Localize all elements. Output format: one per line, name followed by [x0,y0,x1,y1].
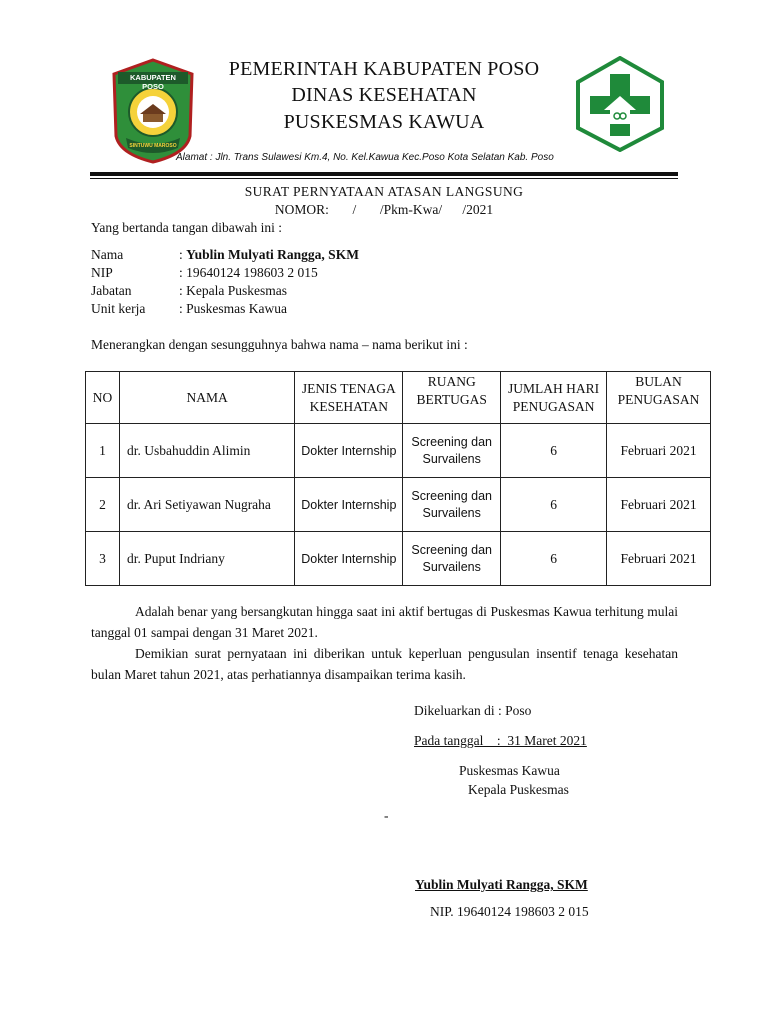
cell-name: dr. Usbahuddin Alimin [119,424,294,478]
signer-organization: Puskesmas Kawua [459,763,560,778]
regency-logo-text-bottom: SINTUWU MAROSO [129,143,177,149]
signer-name: Yublin Mulyati Rangga, SKM [415,877,588,892]
issued-date: Pada tanggal : 31 Maret 2021 [414,733,587,748]
regency-logo [112,58,194,164]
personnel-table [85,371,711,586]
cell-days: 6 [501,478,607,532]
table-header-row [86,372,711,424]
puskesmas-logo [576,56,664,152]
cell-month: Februari 2021 [607,532,711,586]
identity-value: : Kepala Puskesmas [179,283,287,298]
letter-intro: Yang bertanda tangan dibawah ini : [91,220,282,235]
issued-at: Dikeluarkan di : Poso [414,703,532,718]
cell-room: Screening dan Survailens [403,424,501,478]
header-line-2: DINAS KESEHATAN [291,84,477,106]
identity-row-position [91,283,359,301]
identity-value: : 19640124 198603 2 015 [179,265,318,280]
paragraph-closing: Demikian surat pernyataan ini diberikan untuk keperluan pengusulan insentif tenaga kesehatan bulan Maret tahun 2021, atas perhatiannya disampaikan terima kasih. [91,646,678,682]
header-rule-thick [90,172,678,176]
paragraph-active-duty: Adalah benar yang bersangkutan hingga saat ini aktif bertugas di Puskesmas Kawua terhitung mulai tanggal 01 sampai dengan 31 Maret 2021. [91,604,678,640]
cell-type: Dokter Internship [295,478,403,532]
cell-days: 6 [501,424,607,478]
col-header-type: JENIS TENAGA KESEHATAN [295,372,403,424]
col-header-room: RUANG BERTUGAS [403,372,501,424]
cell-room: Screening dan Survailens [403,478,501,532]
col-header-name: NAMA [119,372,294,424]
cell-days: 6 [501,532,607,586]
cell-no: 3 [86,532,120,586]
letter-title: SURAT PERNYATAAN ATASAN LANGSUNG [244,184,524,199]
cell-type: Dokter Internship [295,532,403,586]
cell-name: dr. Puput Indriany [119,532,294,586]
header-line-1: PEMERINTAH KABUPATEN POSO [228,58,540,80]
cell-month: Februari 2021 [607,424,711,478]
identity-block [91,247,359,319]
signer-position: Kepala Puskesmas [468,782,569,797]
table-row [86,478,711,532]
identity-row-unit [91,301,359,319]
statement-text: Menerangkan dengan sesungguhnya bahwa nama – nama berikut ini : [91,337,468,352]
identity-value: : Yublin Mulyati Rangga, SKM [179,247,359,262]
regency-logo-text-top: KABUPATEN POSO [130,73,176,91]
identity-row-name [91,247,359,265]
cell-type: Dokter Internship [295,424,403,478]
cell-room: Screening dan Survailens [403,532,501,586]
col-header-days: JUMLAH HARI PENUGASAN [501,372,607,424]
signer-nip: NIP. 19640124 198603 2 015 [430,904,589,919]
identity-value: : Puskesmas Kawua [179,301,288,316]
identity-row-nip [91,265,359,283]
identity-label: NIP [91,265,113,280]
header-rule-thin [90,178,678,179]
col-header-no: NO [86,372,120,424]
cell-name: dr. Ari Setiyawan Nugraha [119,478,294,532]
cell-no: 2 [86,478,120,532]
cell-no: 1 [86,424,120,478]
identity-label: Nama [91,247,124,262]
table-row [86,532,711,586]
header-address: Alamat : Jln. Trans Sulawesi Km.4, No. Kel.Kawua Kec.Poso Kota Selatan Kab. Poso [176,152,554,163]
table-row [86,424,711,478]
identity-label: Unit kerja [91,301,146,316]
letter-number: NOMOR: / /Pkm-Kwa/ /2021 [274,202,494,217]
identity-label: Jabatan [91,283,132,298]
signature-placeholder-dash: - [384,808,389,823]
cell-month: Februari 2021 [607,478,711,532]
header-line-3: PUSKESMAS KAWUA [283,111,485,133]
col-header-month: BULAN PENUGASAN [607,372,711,424]
